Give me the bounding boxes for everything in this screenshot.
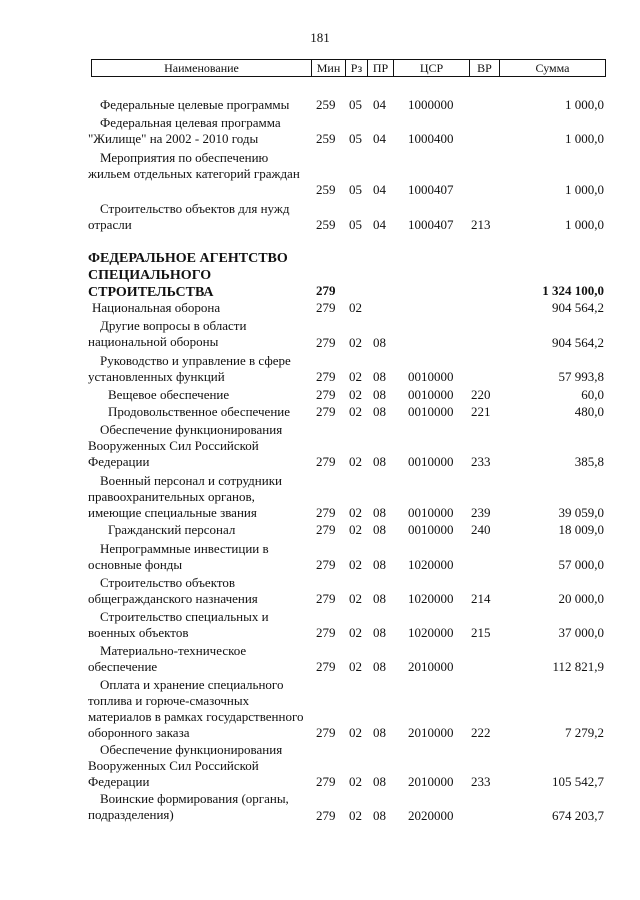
row-pr: 08 [373,454,386,469]
row-sum: 112 821,9 [552,659,604,674]
row-name: Воинские формирования (органы, подразделения) [88,791,289,822]
row-rz: 05 [349,97,362,112]
row-sum: 7 279,2 [565,725,604,740]
row-pr: 08 [373,659,386,674]
row-min: 279 [316,557,336,572]
row-rz: 02 [349,404,362,419]
row-name: Другие вопросы в области национальной обороны [88,318,247,349]
row-pr: 04 [373,217,386,232]
row-sum: 1 000,0 [565,131,604,146]
row-min: 279 [316,659,336,674]
row-csr: 1020000 [408,625,454,640]
column-header-vr: ВР [470,60,500,76]
row-name: Руководство и управление в сфере установленных функций [88,353,291,384]
row-sum: 904 564,2 [552,300,604,315]
row-sum: 904 564,2 [552,335,604,350]
row-sum: 57 000,0 [558,557,604,572]
column-header-pr: ПР [368,60,394,76]
row-csr: 1000407 [408,217,454,232]
row-csr: 2020000 [408,808,454,823]
row-pr: 08 [373,591,386,606]
row-rz: 02 [349,335,362,350]
row-name: Национальная оборона [92,300,221,315]
row-min: 259 [316,217,336,232]
row-pr: 08 [373,387,386,402]
row-vr: 214 [471,591,491,606]
row-name: Федеральные целевые программы [100,97,290,112]
row-vr: 233 [471,774,491,789]
row-vr: 213 [471,217,491,232]
row-rz: 02 [349,625,362,640]
row-pr: 08 [373,404,386,419]
column-header-min: Мин [312,60,346,76]
row-name: Строительство специальных и военных объектов [88,609,269,640]
row-name: Продовольственное обеспечение [108,404,290,419]
row-name: Оплата и хранение специального топлива и горюче-смазочных материалов в рамках государственного оборонного заказа [88,677,304,740]
row-csr: 1000407 [408,182,454,197]
row-sum: 1 324 100,0 [542,283,604,298]
row-sum: 1 000,0 [565,97,604,112]
row-name: Федеральная целевая программа "Жилище" на 2002 - 2010 годы [88,115,281,146]
row-rz: 02 [349,659,362,674]
row-rz: 02 [349,725,362,740]
row-min: 259 [316,97,336,112]
row-min: 279 [316,725,336,740]
row-sum: 1 000,0 [565,217,604,232]
row-sum: 57 993,8 [558,369,604,384]
row-sum: 18 009,0 [558,522,604,537]
row-sum: 20 000,0 [558,591,604,606]
row-min: 259 [316,182,336,197]
row-min: 279 [316,404,336,419]
table-header [91,59,606,77]
row-pr: 08 [373,335,386,350]
row-csr: 2010000 [408,725,454,740]
row-vr: 222 [471,725,491,740]
agency-heading: ФЕДЕРАЛЬНОЕ АГЕНТСТВО СПЕЦИАЛЬНОГО СТРОИТЕЛЬСТВА [88,251,288,300]
row-name: Гражданский персонал [108,522,236,537]
row-csr: 0010000 [408,369,454,384]
row-sum: 385,8 [574,454,604,469]
row-rz: 05 [349,131,362,146]
row-name: Материально-техническое обеспечение [88,643,247,674]
row-rz: 02 [349,808,362,823]
row-pr: 08 [373,557,386,572]
row-min: 279 [316,808,336,823]
row-pr: 08 [373,522,386,537]
row-pr: 08 [373,808,386,823]
row-min: 279 [316,387,336,402]
row-pr: 08 [373,625,386,640]
row-rz: 02 [349,522,362,537]
column-header-csr: ЦСР [394,60,470,76]
row-name: Вещевое обеспечение [108,387,230,402]
row-csr: 1000400 [408,131,454,146]
row-rz: 02 [349,774,362,789]
row-name: Строительство объектов общегражданского назначения [88,575,258,606]
row-rz: 02 [349,300,362,315]
row-csr: 0010000 [408,454,454,469]
row-csr: 2010000 [408,659,454,674]
column-header-sum: Сумма [535,61,570,75]
row-sum: 60,0 [581,387,604,402]
row-name: Обеспечение функционирования Вооруженных Сил Российской Федерации [88,422,283,469]
row-vr: 240 [471,522,491,537]
row-rz: 02 [349,591,362,606]
row-name: Непрограммные инвестиции в основные фонды [88,541,269,572]
row-csr: 1020000 [408,591,454,606]
row-name: Обеспечение функционирования Вооруженных Сил Российской Федерации [88,742,283,789]
row-name: Военный персонал и сотрудники правоохранительных органов, имеющие специальные звания [88,473,282,520]
row-vr: 233 [471,454,491,469]
row-rz: 05 [349,217,362,232]
row-sum: 1 000,0 [565,182,604,197]
row-rz: 02 [349,505,362,520]
row-min: 279 [316,300,336,315]
row-sum: 105 542,7 [552,774,604,789]
row-csr: 0010000 [408,505,454,520]
row-min: 279 [316,283,336,298]
row-min: 279 [316,454,336,469]
row-csr: 0010000 [408,522,454,537]
row-min: 279 [316,591,336,606]
row-csr: 2010000 [408,774,454,789]
row-csr: 1000000 [408,97,454,112]
row-rz: 02 [349,557,362,572]
row-min: 279 [316,774,336,789]
row-pr: 08 [373,774,386,789]
page-number: 181 [310,30,330,45]
row-name: Строительство объектов для нужд отрасли [88,201,290,232]
row-vr: 215 [471,625,491,640]
row-pr: 04 [373,131,386,146]
row-rz: 05 [349,182,362,197]
row-sum: 39 059,0 [558,505,604,520]
row-min: 279 [316,369,336,384]
row-sum: 480,0 [574,404,604,419]
row-rz: 02 [349,369,362,384]
row-vr: 220 [471,387,491,402]
row-pr: 08 [373,505,386,520]
row-min: 279 [316,522,336,537]
row-rz: 02 [349,454,362,469]
row-sum: 674 203,7 [552,808,604,823]
row-vr: 239 [471,505,491,520]
row-pr: 08 [373,369,386,384]
row-pr: 04 [373,182,386,197]
row-pr: 08 [373,725,386,740]
row-csr: 0010000 [408,404,454,419]
row-min: 279 [316,335,336,350]
row-sum: 37 000,0 [558,625,604,640]
row-csr: 0010000 [408,387,454,402]
column-header-rz: Рз [346,60,368,76]
row-min: 279 [316,505,336,520]
row-min: 279 [316,625,336,640]
row-rz: 02 [349,387,362,402]
column-header-name: Наименование [92,60,312,76]
row-pr: 04 [373,97,386,112]
row-vr: 221 [471,404,491,419]
row-name: Мероприятия по обеспечению жильем отдельных категорий граждан [88,150,300,181]
row-min: 259 [316,131,336,146]
row-csr: 1020000 [408,557,454,572]
